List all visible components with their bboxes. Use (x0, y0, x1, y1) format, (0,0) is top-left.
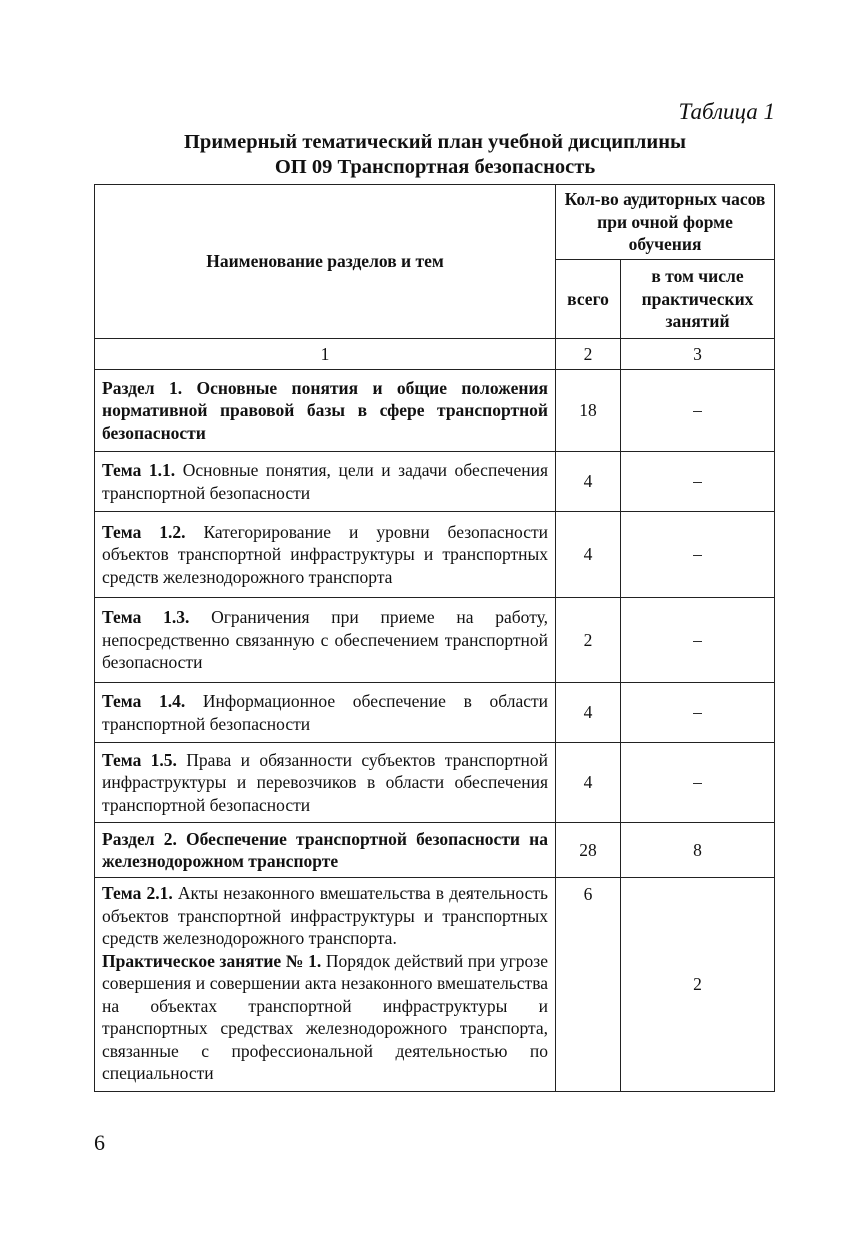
topic-cell (95, 683, 556, 743)
topic-title: Тема 1.2. (102, 521, 186, 542)
topic-text: Акты незаконного вмешательства в деятельность объектов транспортной инфраструктуры и транспортных средств железнодорожного транспорта. (102, 883, 548, 948)
topic-text: Категорирование и уровни безопасности объектов транспортной инфраструктуры и транспортных средств железнодорожного транспорта (102, 521, 548, 587)
table-row-topic-1-2 (95, 512, 775, 598)
table-header-row (95, 185, 775, 260)
total-hours-cell: 4 (556, 743, 621, 823)
total-hours-cell: 6 (556, 878, 621, 1092)
topic-text: Основные понятия, цели и задачи обеспечения транспортной безопасности (102, 460, 548, 503)
column-number: 3 (621, 339, 775, 370)
total-hours-cell: 4 (556, 683, 621, 743)
practice-hours-cell: – (621, 512, 775, 598)
topic-title: Тема 2.1. (102, 883, 173, 903)
topic-text: Ограничения при приеме на работу, непосредственно связанную с обеспечением транспортной безопасности (102, 607, 548, 673)
total-hours-cell: 2 (556, 598, 621, 683)
practice-hours-cell: – (621, 743, 775, 823)
thematic-plan-table (94, 184, 775, 1092)
col-practice-header: в том числе практических занятий (621, 260, 775, 339)
topic-cell (95, 512, 556, 598)
topic-cell (95, 598, 556, 683)
section-title-cell (95, 823, 556, 878)
title-line-1: Примерный тематический план учебной дисциплины (183, 131, 687, 153)
table-row-topic-1-3 (95, 598, 775, 683)
section-title: Раздел 1. Основные понятия и общие положения нормативной правовой базы в сфере транспортной безопасности (102, 377, 548, 443)
practice-hours-cell: – (621, 452, 775, 512)
topic-text: Информационное обеспечение в области транспортной безопасности (102, 691, 548, 734)
table-row-section-2 (95, 823, 775, 878)
col-name-header: Наименование разделов и тем (95, 185, 556, 339)
practice-hours-cell: 2 (621, 878, 775, 1092)
practice-hours-cell: – (621, 683, 775, 743)
col-total-header: всего (556, 260, 621, 339)
table-row-topic-2-1 (95, 878, 775, 1092)
section-title-cell (95, 370, 556, 452)
page-number: 6 (94, 1130, 105, 1155)
topic-title: Тема 1.1. (102, 460, 176, 480)
table-row-topic-1-1 (95, 452, 775, 512)
column-numbers-row (95, 339, 775, 370)
section-title: Раздел 2. Обеспечение транспортной безопасности на железнодорожном транспорте (102, 828, 548, 871)
total-hours-cell: 4 (556, 512, 621, 598)
practice-lesson-title: Практическое занятие № 1. (102, 950, 322, 971)
table-row-topic-1-5 (95, 743, 775, 823)
practice-lesson-text: Порядок действий при угрозе совершения и совершении акта незаконного вмешательства на объектах транспортной инфраструктуры и транспортных средствах железнодорожного транспорта, связанные с профессиональной деятельностью по специальности (102, 950, 548, 1083)
column-number: 1 (95, 339, 556, 370)
practice-hours-cell: 8 (621, 823, 775, 878)
column-number: 2 (556, 339, 621, 370)
practice-hours-cell: – (621, 370, 775, 452)
topic-title: Тема 1.5. (102, 749, 177, 770)
table-label: Таблица 1 (678, 99, 775, 124)
title-line-2: ОП 09 Транспортная безопасность (274, 156, 596, 178)
table-row-topic-1-4 (95, 683, 775, 743)
col-hours-header: Кол-во аудиторных часов при очной форме обучения (556, 185, 775, 260)
topic-cell (95, 452, 556, 512)
topic-title: Тема 1.3. (102, 607, 190, 628)
practice-hours-cell: – (621, 598, 775, 683)
topic-text: Права и обязанности субъектов транспортной инфраструктуры и перевозчиков в области обеспечения транспортной безопасности (102, 749, 549, 815)
topic-title: Тема 1.4. (102, 691, 186, 711)
topic-cell (95, 743, 556, 823)
total-hours-cell: 4 (556, 452, 621, 512)
table-row-section-1 (95, 370, 775, 452)
topic-cell (95, 878, 556, 1092)
document-title (0, 130, 857, 180)
total-hours-cell: 28 (556, 823, 621, 878)
total-hours-cell: 18 (556, 370, 621, 452)
